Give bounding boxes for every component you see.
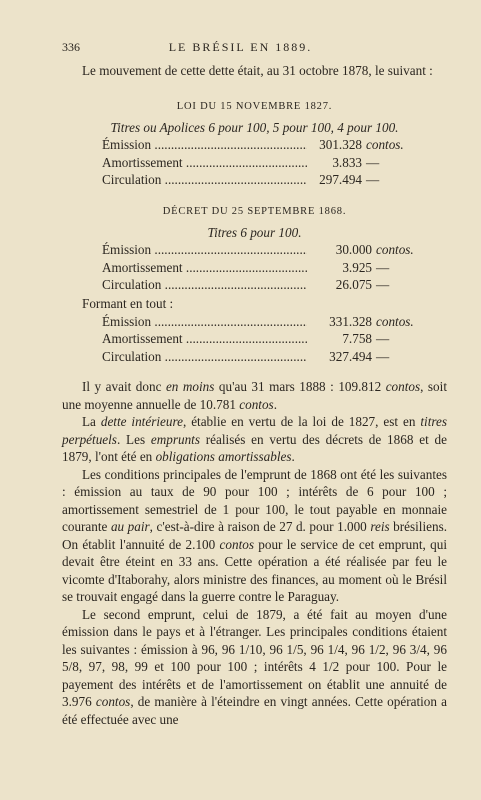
- row-label: Émission .....: [102, 313, 307, 331]
- italic-run: contos: [385, 379, 421, 394]
- italic-run: contos: [239, 396, 274, 412]
- figures-table: [102, 241, 447, 294]
- section-decret-1868: [62, 203, 447, 294]
- row-value: 3.833: [332, 154, 362, 170]
- text-run: .: [273, 396, 277, 412]
- paragraph-dette-interieure: [62, 413, 447, 466]
- row-value: 297.494: [319, 172, 362, 187]
- italic-run: emprunts: [150, 431, 200, 447]
- italic-run: obligations amortissables: [155, 449, 292, 464]
- row-value: 3.925: [342, 259, 372, 275]
- italic-run: contos: [219, 536, 254, 552]
- paragraph-en-moins: [62, 378, 447, 413]
- italic-run: en moins: [165, 379, 215, 394]
- row-unit: contos.: [376, 313, 414, 329]
- row-unit: —: [366, 172, 380, 187]
- intro-paragraph: Le mouvement de cette dette était, au 31 octobre 1878, le suivant :: [82, 63, 433, 78]
- row-value: 331.328: [329, 313, 372, 329]
- row-label: Circulation .....: [102, 276, 307, 294]
- section-subheading: Titres ou Apolices 6 pour 100, 5 pour 100, 4 pour 100.: [110, 119, 399, 135]
- row-label: Émission .....: [102, 241, 307, 259]
- row-unit: —: [376, 259, 390, 275]
- row-label: Amortissement .....: [102, 330, 307, 348]
- text-run: pour le service de cet emprunt, qui devait être éteint en 33 ans. Cette opération a été réalisée par feu le vicomte d'Itaborahy, alors ministre des finances, au moment où le Brésil se trouvait engagé dans la guerre contre le Paraguay.: [62, 536, 447, 604]
- section-total: [62, 295, 447, 365]
- row-label: Amortissement .....: [102, 259, 307, 277]
- page-number: 336: [62, 40, 80, 54]
- row-label: Amortissement .....: [102, 154, 307, 172]
- section-heading: Formant en tout :: [82, 296, 174, 311]
- paragraph-emprunt-1879: [62, 606, 447, 729]
- row-value: 327.494: [329, 348, 372, 364]
- row-label: Circulation .....: [102, 348, 307, 366]
- text-run: réalisés en vertu des décrets de 1868 et de 1879, l'ont été en: [62, 431, 447, 464]
- figures-table: [102, 136, 447, 189]
- text-run: , soit une moyenne annuelle de 10.781: [62, 379, 447, 412]
- table-row: [102, 241, 447, 259]
- table-row: [102, 330, 447, 348]
- text-run: , c'est-à-dire à raison de 27 d. pour 1.000: [149, 519, 371, 534]
- table-row: [102, 276, 447, 294]
- italic-run: dette intérieure: [100, 414, 183, 429]
- running-header: [62, 40, 419, 58]
- row-unit: —: [366, 154, 380, 170]
- row-value: 30.000: [335, 242, 372, 257]
- text-run: . Les: [116, 431, 151, 447]
- body-text: [62, 378, 447, 728]
- table-row: [102, 313, 447, 331]
- row-label: Émission .....: [102, 136, 307, 154]
- section-heading: LOI DU 15 NOVEMBRE 1827.: [176, 101, 333, 112]
- text-run: qu'au 31 mars 1888 : 109.812: [214, 379, 386, 394]
- text-run: , établie en vertu de la loi de 1827, est en: [182, 414, 421, 429]
- table-row: [102, 136, 447, 154]
- italic-run: contos: [95, 694, 131, 709]
- row-value: 7.758: [342, 331, 372, 346]
- italic-run: titres perpétuels: [62, 414, 447, 447]
- text-run: .: [291, 449, 295, 464]
- row-unit: —: [376, 277, 390, 292]
- text-run: Il y avait donc: [82, 379, 166, 394]
- text-run: Le second emprunt, celui de 1879, a été fait au moyen d'une émission dans le pays et à l'étranger. Les principales conditions étaient les suivantes : émission à 96, 96 1/10, 96 1/5, 96 1/4, 96 1/2, 96 3/4, 96 5/8, 97, 98, 99 et 100 pour 100 ; intérêts 4 1/2 pour 100. Pour le payement des intérêts et de l'amortissement on établit une annuité de 3.976: [62, 606, 447, 709]
- italic-run: reis: [370, 519, 390, 534]
- row-value: 26.075: [335, 277, 372, 292]
- section-loi-1827: [62, 98, 447, 189]
- text-run: La: [82, 414, 101, 429]
- figures-table: [102, 313, 447, 366]
- row-unit: contos.: [366, 137, 404, 152]
- row-value: 301.328: [319, 137, 362, 152]
- table-row: [102, 259, 447, 277]
- paragraph-emprunt-1868: [62, 466, 447, 606]
- italic-run: au pair: [110, 519, 150, 534]
- row-unit: —: [376, 348, 390, 364]
- row-unit: contos.: [376, 242, 414, 257]
- table-row: [102, 348, 447, 366]
- intro-block: [62, 62, 447, 80]
- text-run: Les conditions principales de l'emprunt de 1868 ont été les suivantes : émission au taux de 90 pour 100 ; intérêts de 6 pour 100 ; amortissement semestriel de 1 pour 100, le tout payable en monnaie courante: [62, 466, 447, 534]
- table-row: [102, 154, 447, 172]
- text-run: , de manière à l'éteindre en vingt années. Cette opération a été effectuée avec une: [62, 694, 448, 727]
- section-subheading: Titres 6 pour 100.: [207, 224, 302, 240]
- running-title: LE BRÉSIL EN 1889.: [168, 40, 313, 54]
- row-unit: —: [376, 331, 390, 346]
- table-row: [102, 171, 447, 189]
- row-label: Circulation .....: [102, 171, 307, 189]
- section-heading: DÉCRET DU 25 SEPTEMBRE 1868.: [162, 206, 347, 217]
- text-run: brésiliens. On établit l'annuité de 2.100: [62, 519, 448, 552]
